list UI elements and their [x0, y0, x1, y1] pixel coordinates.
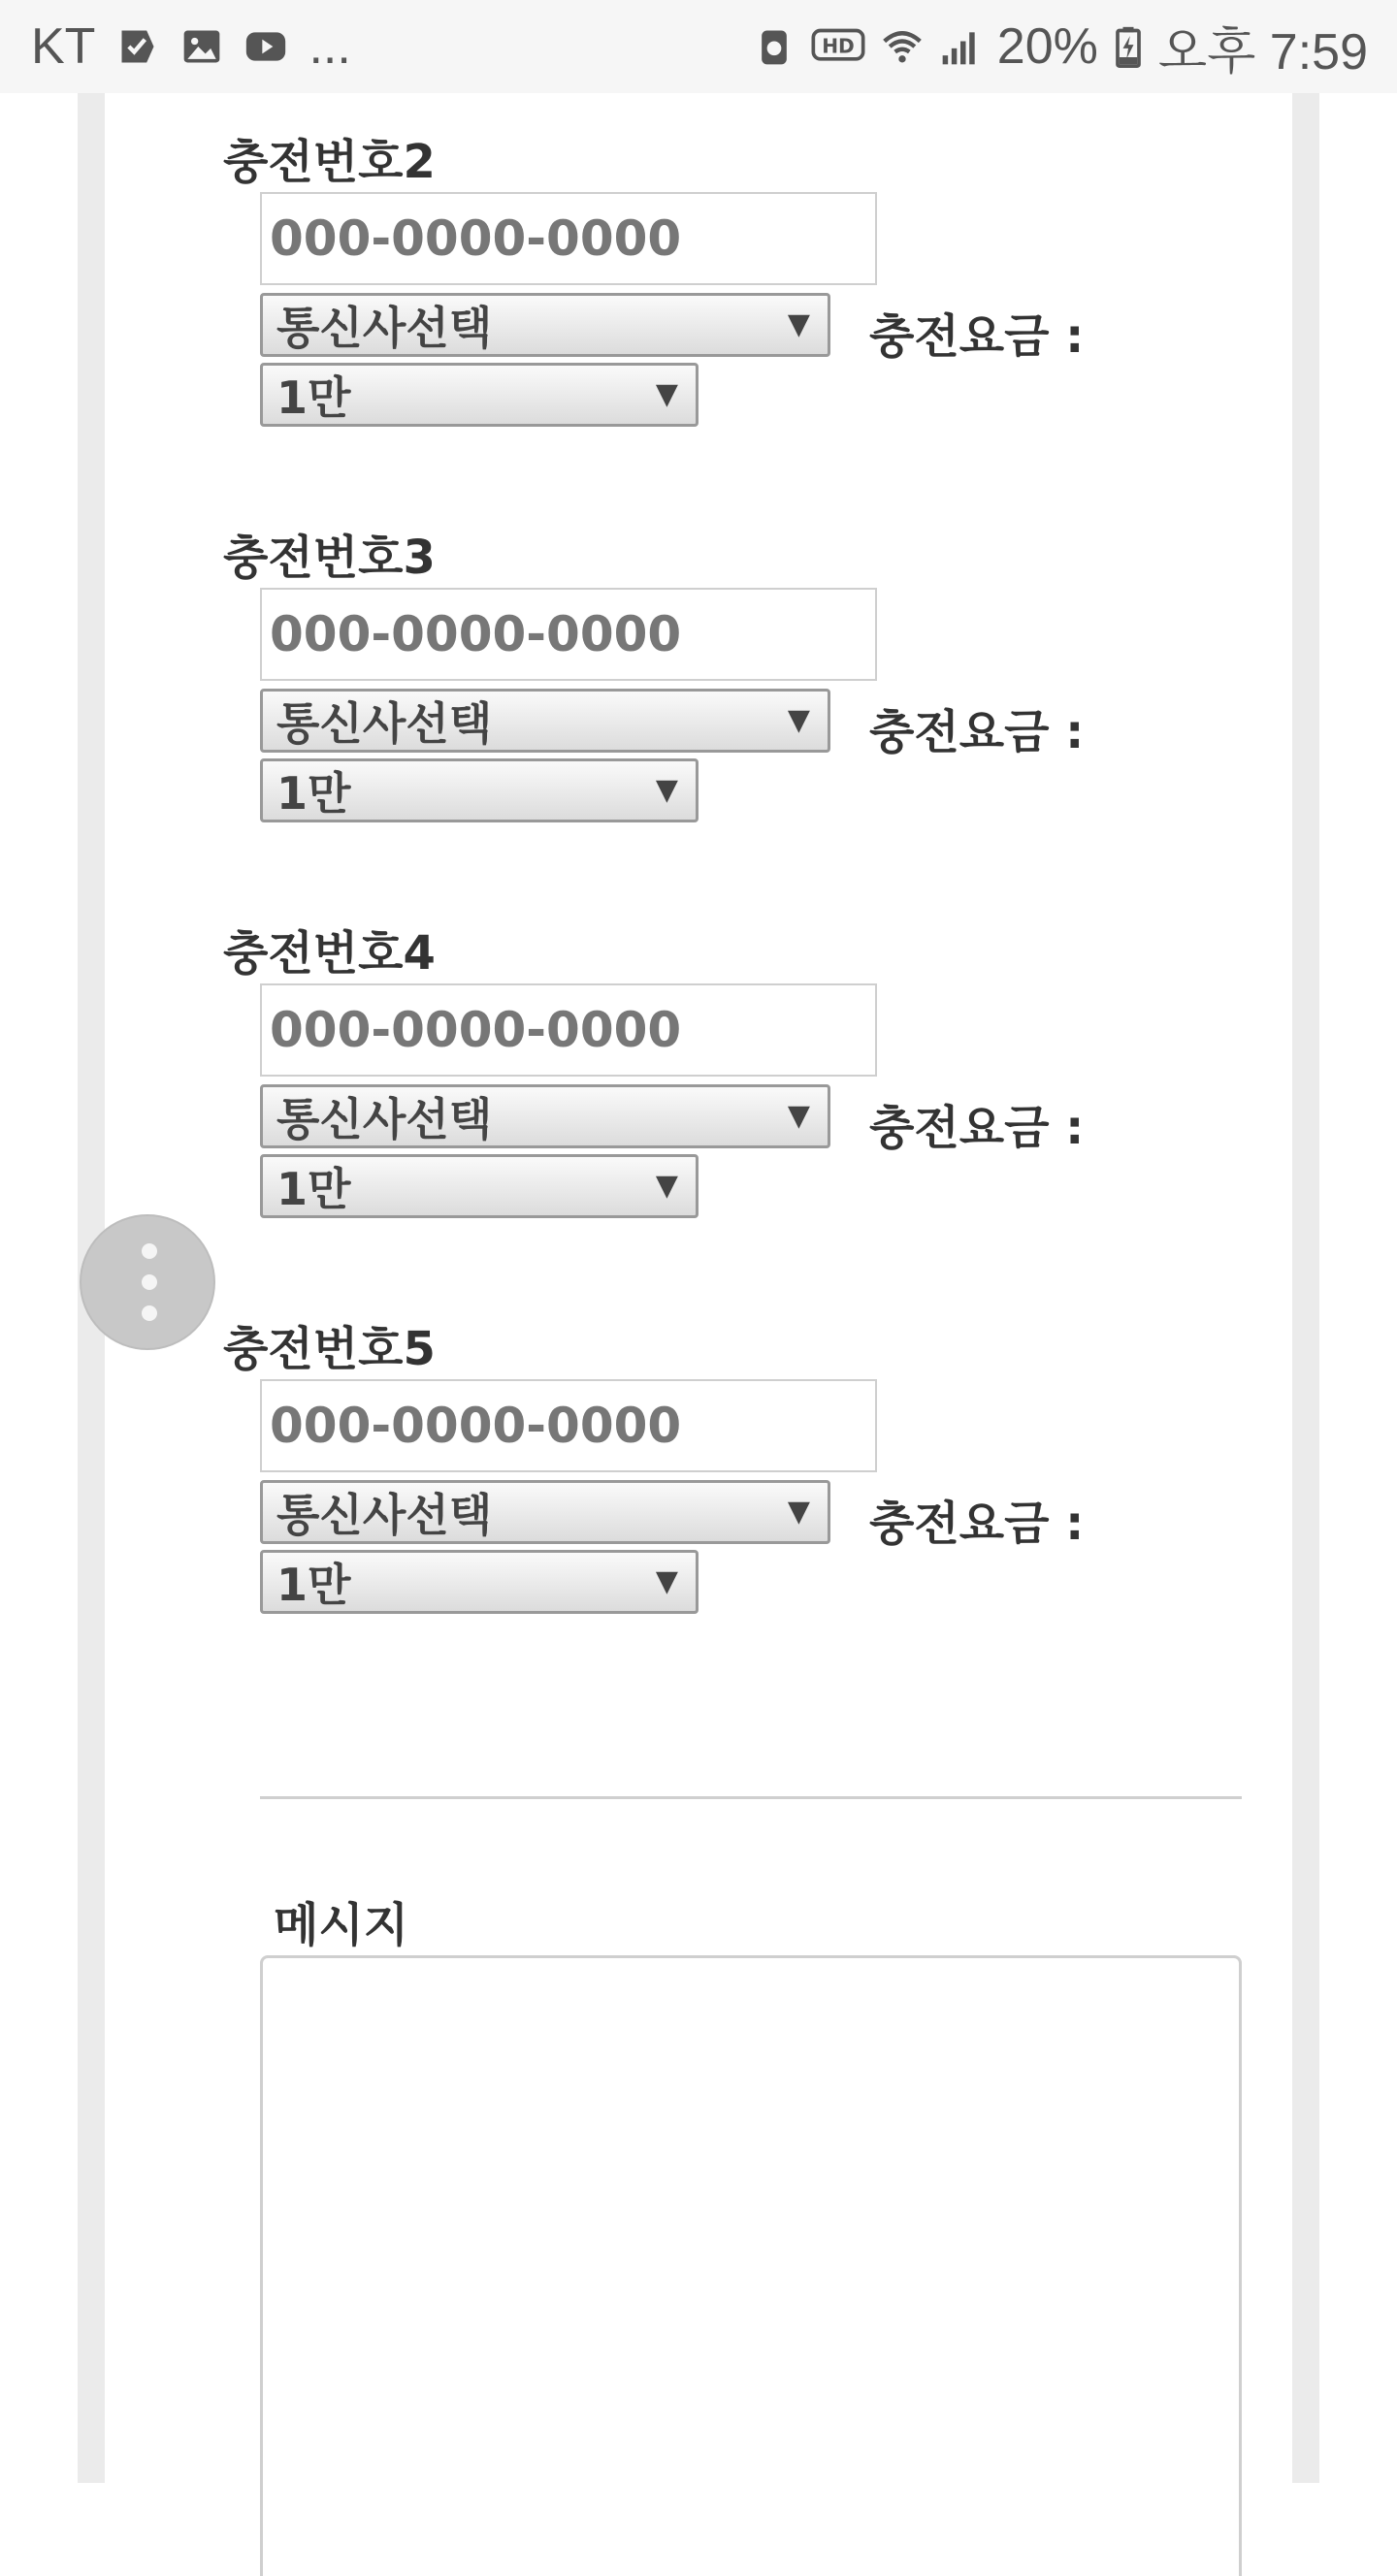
cleaner-icon — [753, 25, 796, 68]
carrier-select[interactable] — [260, 1480, 830, 1544]
check-bookmark-icon — [116, 25, 159, 68]
carrier-select-value: 통신사선택 — [276, 1489, 493, 1541]
section-divider — [260, 1796, 1242, 1799]
charge-number-title: 충전번호2 — [223, 135, 436, 189]
dropdown-arrow-icon: ▼ — [787, 307, 810, 341]
amount-select-value: 1만 — [276, 1163, 351, 1215]
charge-number-title: 충전번호4 — [223, 926, 436, 981]
dropdown-arrow-icon: ▼ — [787, 1495, 810, 1529]
dropdown-arrow-icon: ▼ — [655, 1169, 678, 1203]
more-notifications: ... — [309, 18, 351, 75]
dropdown-arrow-icon: ▼ — [655, 1564, 678, 1598]
amount-select[interactable] — [260, 1154, 698, 1218]
phone-number-input[interactable] — [260, 192, 877, 285]
amount-select-value: 1만 — [276, 371, 351, 424]
youtube-icon — [244, 25, 287, 68]
form-content — [105, 93, 1292, 2483]
dropdown-arrow-icon: ▼ — [787, 1099, 810, 1133]
charge-number-title: 충전번호5 — [223, 1322, 436, 1376]
status-bar — [0, 0, 1397, 93]
image-icon — [180, 25, 223, 68]
amount-select[interactable] — [260, 363, 698, 427]
message-label: 메시지 — [274, 1898, 409, 1952]
dropdown-arrow-icon: ▼ — [655, 773, 678, 807]
carrier-select-value: 통신사선택 — [276, 1093, 493, 1145]
charge-fee-label: 충전요금 : — [869, 1497, 1085, 1551]
amount-select[interactable] — [260, 1550, 698, 1614]
wifi-icon — [881, 25, 924, 68]
amount-select-value: 1만 — [276, 1559, 351, 1611]
charge-number-title: 충전번호3 — [223, 531, 436, 585]
charge-fee-label: 충전요금 : — [869, 1101, 1085, 1155]
signal-icon — [939, 25, 982, 68]
battery-percent: 20% — [996, 18, 1098, 75]
right-gutter — [1292, 93, 1319, 2483]
status-bar-left — [31, 17, 351, 76]
carrier-select[interactable] — [260, 293, 830, 357]
phone-number-input[interactable] — [260, 983, 877, 1077]
svg-text:HD: HD — [821, 34, 855, 58]
charge-fee-label: 충전요금 : — [869, 705, 1085, 759]
carrier-select[interactable] — [260, 689, 830, 753]
amount-select-value: 1만 — [276, 767, 351, 820]
amount-select[interactable] — [260, 758, 698, 822]
phone-number-input[interactable] — [260, 588, 877, 681]
message-textarea[interactable] — [260, 1955, 1242, 2576]
clock: 오후 7:59 — [1157, 23, 1368, 80]
floating-menu-button[interactable] — [80, 1214, 215, 1350]
carrier-select-value: 통신사선택 — [276, 697, 493, 750]
status-bar-right — [753, 17, 1368, 80]
phone-number-input[interactable] — [260, 1379, 877, 1472]
dropdown-arrow-icon: ▼ — [787, 703, 810, 737]
hd-voice-icon — [811, 25, 865, 68]
charge-fee-label: 충전요금 : — [869, 309, 1085, 364]
carrier-select[interactable] — [260, 1084, 830, 1148]
dropdown-arrow-icon: ▼ — [655, 377, 678, 411]
battery-charging-icon — [1114, 25, 1143, 68]
carrier-name: KT — [31, 18, 96, 75]
carrier-select-value: 통신사선택 — [276, 302, 493, 354]
